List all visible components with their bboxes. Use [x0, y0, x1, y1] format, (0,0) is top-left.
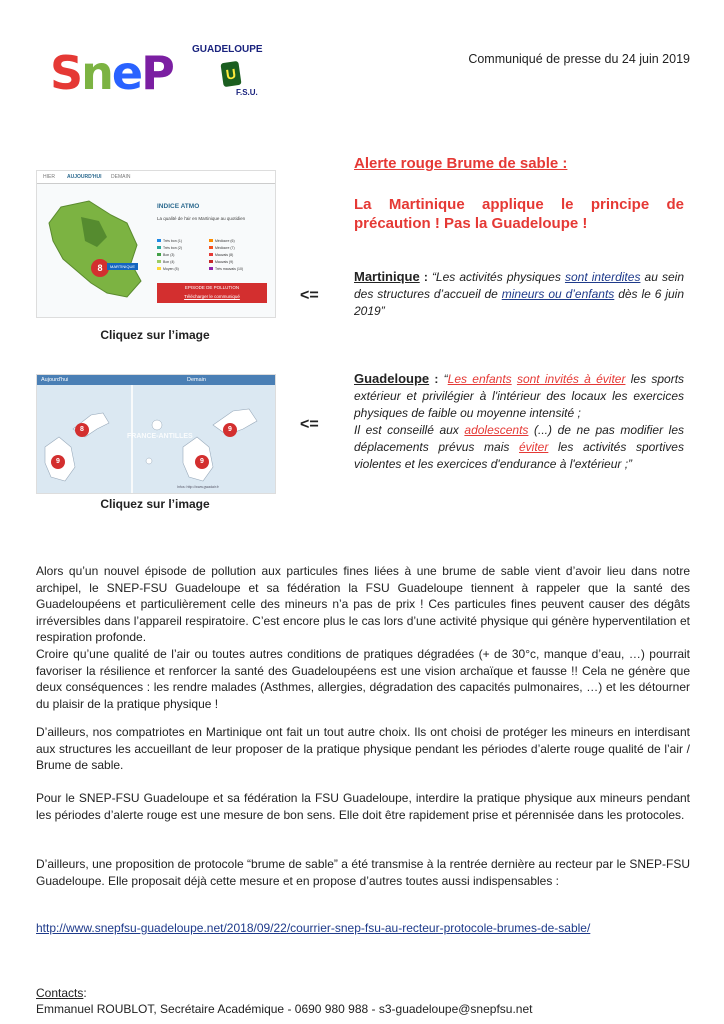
aqi-badge: 8	[91, 259, 109, 277]
tomorrow-badge-grande-terre: 9	[223, 423, 237, 437]
legend-label: Bon (4)	[163, 259, 175, 264]
legend-swatch	[209, 260, 213, 263]
guadeloupe-statement	[354, 370, 684, 473]
body-paragraph: Alors qu’un nouvel épisode de pollution aux particules fines liées à une brume de sable vient d’avoir lieu dans notre archipel, le SNEP-FSU Guadeloupe et sa fédération la FSU Guadeloupe tiennent à rappeler que la santé des Guadeloupéens et particulièrement celle des mineurs n’a pas de prix ! Ces particules fines peuvent causer des dégâts irréversibles dans l’appareil respiratoire. C’est encore plus le cas lors d’une activité physique qui génère hyperventilation et respiration profonde.	[36, 564, 690, 645]
label-separator: :	[419, 270, 432, 284]
thumb-caption: Cliquez sur l’image	[100, 328, 210, 342]
legend-label: Mauvais (8)	[215, 252, 234, 257]
logo-u-mark: U	[220, 61, 241, 87]
martinique-map-icon	[41, 197, 153, 309]
alert-title	[354, 154, 567, 173]
quote-highlight: mineurs ou d’enfants	[501, 287, 615, 301]
pollution-link[interactable]: Télécharger le communiqué	[184, 294, 240, 299]
tab-hier: HIER	[43, 174, 55, 180]
quote-text: les sports extérieur et privilégier à l'intérieur des locaux les exercices physiques de faible ou moyenne intensité ;	[354, 372, 685, 420]
martinique-label: Martinique	[354, 269, 420, 284]
legend-label: Moyen (5)	[163, 266, 179, 271]
label-separator: :	[429, 372, 444, 386]
alert-subtitle: La Martinique applique le principe de précaution ! Pas la Guadeloupe !	[354, 196, 684, 232]
legend-swatch	[157, 239, 161, 242]
forecast-footer: Infos: http://www.gwadair.fr	[177, 485, 219, 489]
atmo-subtitle: La qualité de l'air en Martinique au quotidien	[157, 216, 246, 221]
quote-text: Il est conseillé aux	[354, 423, 465, 437]
guadeloupe-forecast-image[interactable]	[36, 374, 276, 494]
logo-letter: n	[81, 46, 112, 100]
quote-text: au sein des structures d’accueil de	[354, 270, 685, 301]
quote-text: (...) de ne pas modifier les déplacements prévus mais	[354, 423, 684, 454]
pollution-episode-banner[interactable]	[157, 283, 267, 303]
aqi-badge-label: MARTINIQUE	[107, 263, 138, 270]
arrow-left: <=	[300, 287, 319, 304]
snep-fsu-logo	[50, 42, 263, 104]
body-paragraph: D’ailleurs, nos compatriotes en Martinique ont fait un tout autre choix. Ils ont choisi de protéger les mineurs en interdisant aux structures les accueillant de leur proposer de la pratique physique pendant les périodes d’alerte rouge qualité de l’air / Brume de sable.	[36, 725, 690, 773]
alert-title-text: Alerte rouge Brume de sable :	[354, 155, 568, 172]
legend-label: Mauvais (9)	[215, 259, 234, 264]
legend-swatch	[157, 260, 161, 263]
today-badge-basse-terre: 9	[51, 455, 65, 469]
legend-label: Médiocre (7)	[215, 245, 235, 250]
press-release-date: Communiqué de presse du 24 juin 2019	[468, 52, 690, 66]
body-paragraph: D’ailleurs, une proposition de protocole “brume de sable” a été transmise à la rentrée dernière au recteur par le SNEP-FSU Guadeloupe. Elle proposait déjà cette mesure et en propose d’autres toutes aussi indispensables :	[36, 857, 690, 888]
martinique-atmo-image[interactable]	[36, 170, 276, 318]
legend-swatch	[157, 253, 161, 256]
watermark: FRANCE-ANTILLES	[127, 433, 193, 440]
protocol-link[interactable]: http://www.snepfsu-guadeloupe.net/2018/09/22/courrier-snep-fsu-au-recteur-protocole-brumes-de-sable/	[36, 921, 591, 935]
legend-label: Très bon (1)	[163, 238, 182, 243]
quote-highlight: adolescents	[464, 423, 529, 437]
quote-highlight: éviter	[519, 440, 549, 454]
body-paragraph: Croire qu’une qualité de l’air ou toutes autres conditions de pratiques dégradées (+ de 30°c, manque d’eau, …) pourrait favoriser la résilience et renforcer la santé des Guadeloupéens est une vision archaïque et fausse !! Cela ne génère que deux conséquences : les rendre malades (Asthmes, allergies, dégradation des capacités pulmonaires, …) et les détourner du plaisir de la pratique physique !	[36, 647, 690, 711]
legend-swatch	[157, 246, 161, 249]
logo-union: F.S.U.	[236, 88, 258, 97]
guadeloupe-label: Guadeloupe	[354, 371, 430, 386]
legend-label: Bon (3)	[163, 252, 175, 257]
quote-highlight: Les enfants	[447, 372, 512, 386]
contacts-label: Contacts	[36, 986, 84, 1000]
logo-wordmark	[50, 42, 173, 104]
legend-swatch	[157, 267, 161, 270]
martinique-statement	[354, 268, 684, 320]
legend-swatch	[209, 246, 213, 249]
legend-label: Très mauvais (10)	[215, 266, 244, 271]
legend-label: Médiocre (6)	[215, 238, 235, 243]
quote-highlight: sont interdites	[564, 270, 641, 284]
atmo-legend	[157, 203, 267, 271]
legend-swatch	[209, 267, 213, 270]
thumb-tabs	[37, 171, 275, 184]
header-tomorrow: Demain	[187, 377, 206, 383]
thumb-caption: Cliquez sur l’image	[100, 497, 210, 511]
tab-aujourdhui: AUJOURD'HUI	[67, 174, 102, 180]
quote-text: les activités sportives violentes et les exercices d'endurance à l'extérieur ;”	[354, 440, 684, 471]
quote-open: “	[443, 372, 448, 386]
contacts-heading	[36, 986, 87, 1000]
pollution-title: EPISODE DE POLLUTION	[184, 285, 240, 290]
header-today: Aujourd'hui	[41, 377, 69, 383]
contact-info: Emmanuel ROUBLOT, Secrétaire Académique - 0690 980 988 - s3-guadeloupe@snepfsu.net	[36, 1002, 533, 1016]
quote-highlight: sont invités à éviter	[516, 372, 626, 386]
tomorrow-badge-basse-terre: 9	[195, 455, 209, 469]
legend-swatch	[209, 253, 213, 256]
logo-letter: P	[141, 46, 173, 100]
quote-text: dès le 6 juin 2019”	[354, 287, 684, 318]
today-badge-grande-terre: 8	[75, 423, 89, 437]
contacts-colon: :	[83, 986, 87, 1000]
logo-region: GUADELOUPE	[192, 44, 263, 55]
legend-swatch	[209, 239, 213, 242]
atmo-title: INDICE ATMO	[157, 203, 200, 210]
legend-label: Très bon (2)	[163, 245, 182, 250]
quote-text: “Les activités physiques	[431, 270, 565, 284]
logo-letter: S	[50, 46, 82, 100]
arrow-left: <=	[300, 416, 319, 433]
tab-demain: DEMAIN	[111, 174, 131, 180]
forecast-header	[37, 375, 275, 385]
body-paragraph: Pour le SNEP-FSU Guadeloupe et sa fédération la FSU Guadeloupe, interdire la pratique physique aux mineurs pendant les périodes d’alerte rouge est une mesure de bon sens. Elle doit être rapidement prise et pérennisée dans les protocoles.	[36, 791, 690, 822]
logo-letter: e	[111, 46, 142, 100]
